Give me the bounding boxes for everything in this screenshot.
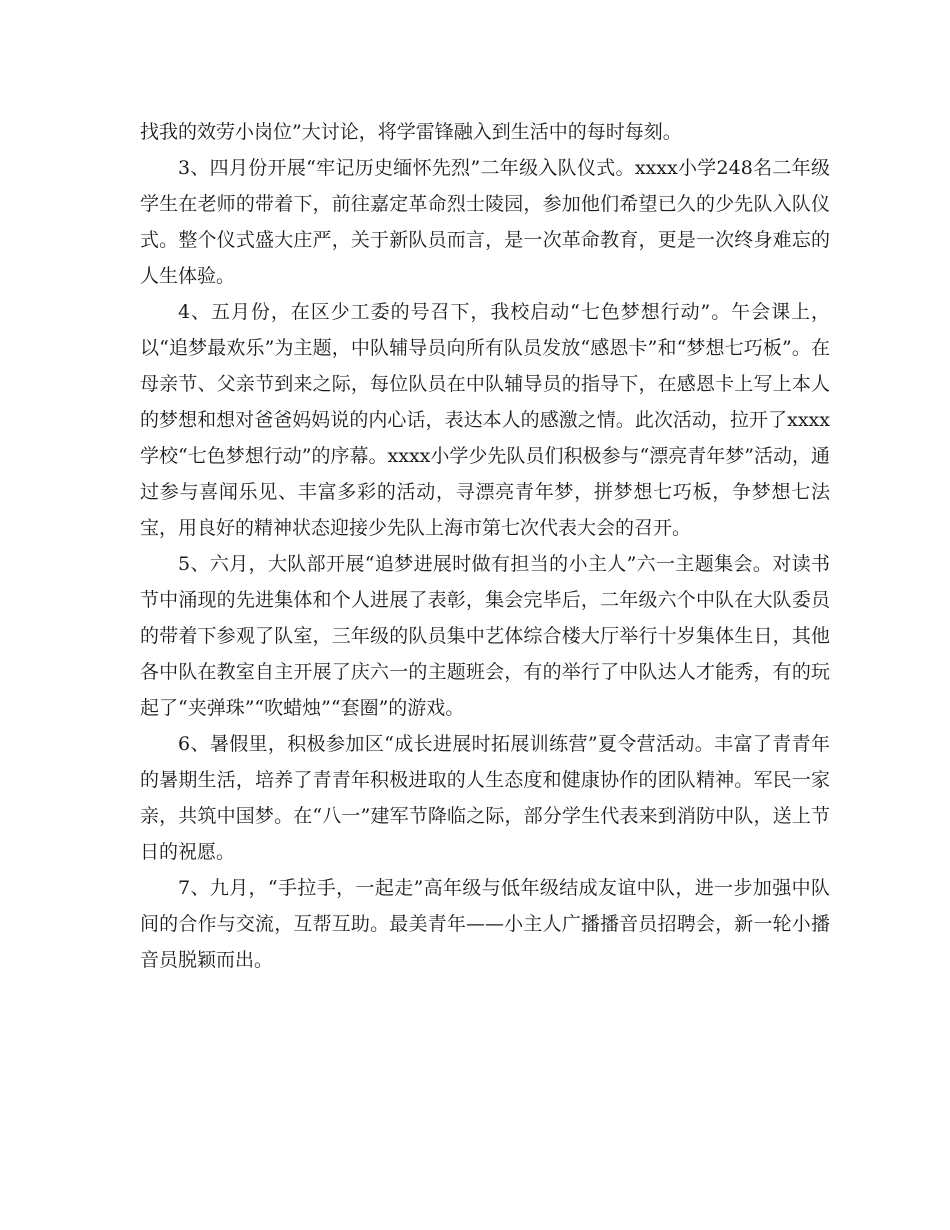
paragraph-item-6: 6、暑假里，积极参加区“成长进展时拓展训练营”夏令营活动。丰富了青青年的暑期生活，培养了青青年积极进取的人生态度和健康协作的团队精神。军民一家亲，共筑中国梦。在“八一”建军节降临之际，部分学生代表来到消防中队，送上节日的祝愿。 <box>140 733 830 863</box>
paragraph-item-4: 4、五月份，在区少工委的号召下，我校启动“七色梦想行动”。午会课上，以“追梦最欢乐”为主题，中队辅导员向所有队员发放“感恩卡”和“梦想七巧板”。在母亲节、父亲节到来之际，每位队员在中队辅导员的指导下，在感恩卡上写上本人的梦想和想对爸爸妈妈说的内心话，表达本人的感激之情。此次活动，拉开了xxxx学校“七色梦想行动”的序幕。xxxx小学少先队员们积极参与“漂亮青年梦”活动，通过参与喜闻乐见、丰富多彩的活动，寻漂亮青年梦，拼梦想七巧板，争梦想七法宝，用良好的精神状态迎接少先队上海市第七次代表大会的召开。 <box>140 301 830 539</box>
paragraph-item-7: 7、九月，“手拉手，一起走”高年级与低年级结成友谊中队，进一步加强中队间的合作与交流，互帮互助。最美青年——小主人广播播音员招聘会，新一轮小播音员脱颖而出。 <box>140 877 830 971</box>
paragraph-continuation: 找我的效劳小岗位”大讨论，将学雷锋融入到生活中的每时每刻。 <box>140 121 682 143</box>
document-body <box>140 114 830 978</box>
paragraph-item-3: 3、四月份开展“牢记历史缅怀先烈”二年级入队仪式。xxxx小学248名二年级学生在老师的带着下，前往嘉定革命烈士陵园，参加他们希望已久的少先队入队仪式。整个仪式盛大庄严，关于新队员而言，是一次革命教育，更是一次终身难忘的人生体验。 <box>140 157 830 287</box>
paragraph-item-5: 5、六月，大队部开展“追梦进展时做有担当的小主人”六一主题集会。对读书节中涌现的先进集体和个人进展了表彰，集会完毕后，二年级六个中队在大队委员的带着下参观了队室，三年级的队员集中艺体综合楼大厅举行十岁集体生日，其他各中队在教室自主开展了庆六一的主题班会，有的举行了中队达人才能秀，有的玩起了“夹弹珠”“吹蜡烛”“套圈”的游戏。 <box>140 553 830 719</box>
